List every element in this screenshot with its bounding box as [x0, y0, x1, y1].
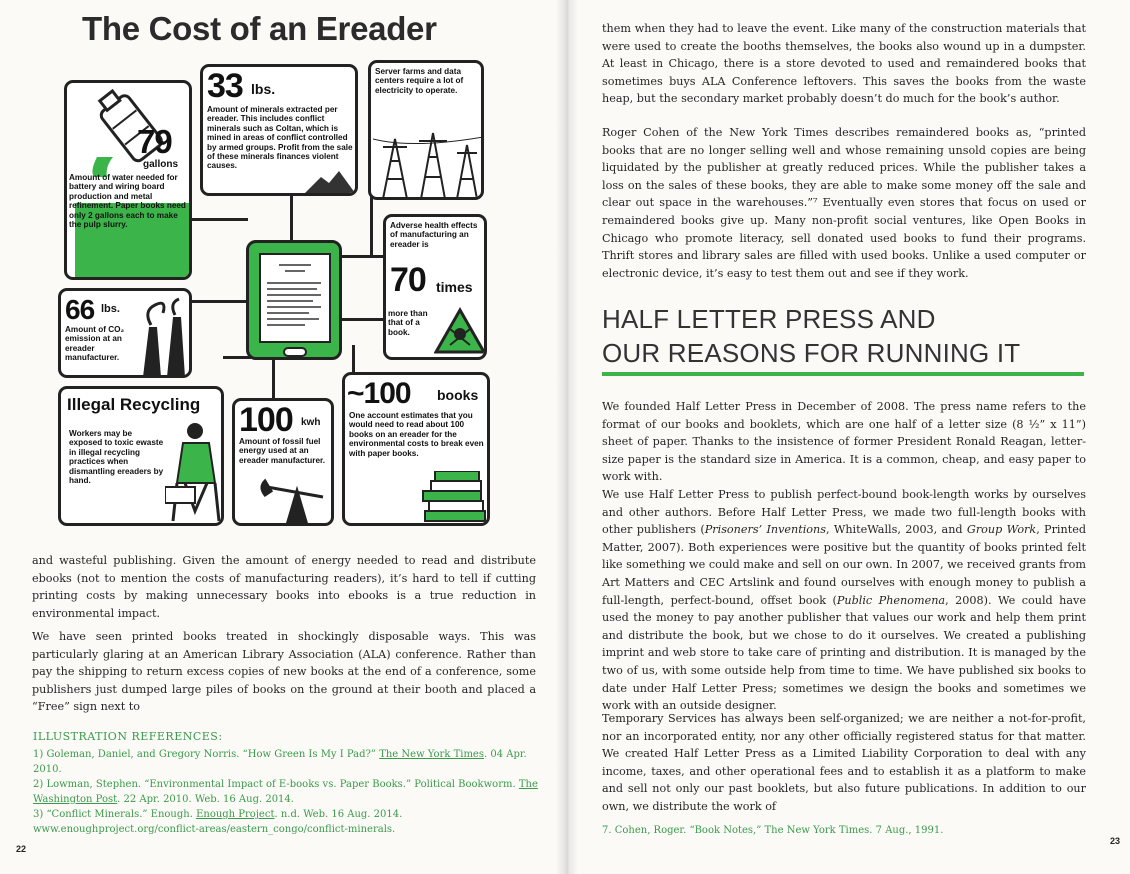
footnote: 7. Cohen, Roger. “Book Notes,” The New York Times. 7 Aug., 1991.	[602, 825, 944, 836]
smokestack-icon	[133, 297, 192, 378]
co2-number: 66	[65, 294, 95, 325]
right-page	[566, 0, 1130, 874]
book-gutter	[556, 0, 578, 874]
reference-2	[33, 778, 543, 807]
ereader-text-lines	[261, 255, 329, 341]
wire	[272, 360, 275, 402]
right-paragraph-5: Temporary Services has always been self-organized; we are neither a not-for-profit, nor an incorporated entity, nor any other officially registered status for that matter. We created Half Letter Press as a Limited Liability Corporation to deal with any income, taxes, and other operational fees and to establish it as a platform to make and sell not only our past booklets, but also future publications. In addition to our own, we distribute the work of	[602, 712, 1086, 813]
infographic-title: The Cost of an Ereader	[82, 10, 437, 47]
reference-3-text: 3) “Conflict Minerals.” Enough.	[33, 809, 197, 820]
books-number: ~100	[347, 377, 411, 410]
wire	[340, 255, 388, 258]
energy-unit: kwh	[301, 417, 321, 428]
servers-text: Server farms and data centers require a lot of electricity to operate.	[375, 67, 464, 95]
minerals-panel	[200, 64, 358, 196]
ereader-screen	[259, 253, 331, 343]
right-paragraph-2: Roger Cohen of the New York Times describes remaindered books as, “printed books that are no longer selling well and whose remaining unsold copies are being liquidated by the publisher at greatly reduced prices. While the publisher takes a loss on the sales of these books, they are able to make some money off the sale and clear out space in the warehouses.”⁷ Eventually even stores that focus on used or remaindered books give up. Many non-profit social ventures, like Open Books in Chicago who promote literacy, sell donated used books to fund their programs. Thrift stores and library sales are filled with used books. Unlike a used computer or electronic device, it’s easy to test them out and see if they work.	[602, 126, 1086, 280]
section-heading-line-1: HALF LETTER PRESS AND	[602, 304, 936, 334]
para4-title-public-phenomena: Public Phenomena	[836, 593, 946, 607]
health-number: 70	[390, 261, 426, 299]
reference-1-date: . 04 Apr. 2010.	[33, 749, 527, 775]
energy-number: 100	[239, 401, 293, 439]
reference-3	[33, 808, 543, 837]
oil-pump-icon	[257, 473, 334, 526]
energy-panel	[232, 398, 334, 526]
para4-text-e: , Printed Matter, 2007). Both experiences were positive but the quantity of books printed felt like something we could make and sell on our own. In 2007, we received grants from Art Matters and CEC Artslink and found ourselves with enough money to publish a full-length, perfect-bound, offset book (	[602, 523, 1086, 607]
para4-text-g: , 2008). We could have used the money to pay another publisher that values our work and help them print and distribute the book, but we chose to do it ourselves. We created a publishing imprint and web store to take care of printing and distribution. It is managed by the two of us, with some outside help from time to time. We have published six books to date under Half Letter Press; sometimes we design the books and sometimes we work with an outside designer.	[602, 593, 1086, 713]
wire	[223, 356, 251, 359]
mineral-pile-icon	[303, 167, 357, 195]
co2-text: Amount of CO₂ emission at an ereader manufacturer.	[65, 325, 125, 363]
ereader-illustration	[246, 240, 342, 360]
reference-3-date: . n.d. Web. 16 Aug. 2014.	[274, 809, 403, 820]
minerals-number: 33	[207, 67, 243, 105]
section-heading-line-2: OUR REASONS FOR RUNNING IT	[602, 338, 1021, 368]
reference-3-url: www.enoughproject.org/conflict-areas/eastern_congo/conflict-minerals.	[33, 823, 396, 835]
wire	[188, 218, 248, 221]
health-panel	[383, 214, 487, 360]
books-unit: books	[437, 387, 479, 403]
right-paragraph-4	[602, 486, 1086, 715]
minerals-unit: lbs.	[251, 81, 276, 97]
para4-text-a: We use Half Letter Press to publish perfect-bound book-length works by ourselves and other authors. Before Half Letter Press, we made two full-length books with other publishers (	[602, 488, 1086, 537]
page-number-left: 22	[16, 844, 27, 854]
reference-1	[33, 748, 543, 777]
recycling-panel	[58, 386, 224, 526]
reference-2-text: 2) Lowman, Stephen. “Environmental Impact of E-books vs. Paper Books.” Political Bookworm.	[33, 779, 519, 790]
para4-text-c: , WhiteWalls, 2003, and	[825, 523, 967, 537]
right-paragraph-3: We founded Half Letter Press in December of 2008. The press name refers to the format of our books and booklets, which are one half of a letter size (8 ½” x 11”) sheet of paper. Thanks to the insistence of former President Ronald Reagan, letter-size paper is the standard size in America. It is a common, cheap, and easy paper to work with.	[602, 400, 1086, 484]
books-text-a: One account estimates that you would need to read about 100 books on an ereader for the environmental costs to break even with paper books.	[349, 411, 484, 458]
left-paragraph-2: We have seen printed books treated in shockingly disposable ways. This was particularly glaring at an American Library Association (ALA) conference. Rather than pay the shipping to return excess copies of new books at the end of a conference, some publishers just dumped large piles of books on the ground at their booth and placed a “Free” sign next to	[32, 630, 536, 714]
wire	[370, 190, 373, 258]
page-number-right: 23	[1110, 836, 1121, 846]
left-paragraph-1: and wasteful publishing. Given the amount of energy needed to read and distribute ebooks (not to mention the costs of manufacturing readers), it’s hard to tell if cutting printing costs by making unnecessary books into ebooks is a true reduction in environmental impact.	[32, 554, 536, 620]
water-unit: gallons	[143, 159, 179, 170]
book-stack-icon	[421, 471, 489, 525]
reference-3-source: Enough Project	[196, 809, 275, 820]
co2-panel	[58, 288, 192, 378]
worker-icon	[165, 417, 224, 526]
recycling-title: Illegal Recycling	[67, 395, 201, 414]
ereader-button	[283, 347, 307, 357]
para4-title-group-work: Group Work	[966, 523, 1037, 537]
reference-1-source: The New York Times	[379, 749, 484, 760]
health-unit: times	[436, 279, 473, 295]
reference-2-source: The Washington Post	[33, 779, 538, 805]
right-paragraph-1: them when they had to leave the event. Like many of the construction materials that were used to create the booths themselves, the books also wound up in a dumpster. At least in Chicago, there is a store devoted to used and remaindered books that sometimes buys ALA Conference leftovers. This saves the books from the waste heap, but the secondary market probably doesn’t do much for the book’s author.	[602, 22, 1086, 106]
co2-unit: lbs.	[101, 303, 120, 315]
energy-text: Amount of fossil fuel energy used at an ereader manufacturer.	[239, 437, 326, 465]
heading-rule	[602, 372, 1084, 376]
minerals-text: Amount of minerals extracted per ereader. This includes conflict minerals such as Coltan, which is mined in areas of conflict controlled by armed groups. Profit from the sale of these minerals finances violent causes.	[207, 105, 353, 171]
references-heading: ILLUSTRATION REFERENCES:	[33, 730, 223, 743]
water-number: 79	[137, 123, 172, 160]
books-panel	[342, 372, 490, 526]
reference-2-date: . 22 Apr. 2010. Web. 16 Aug. 2014.	[117, 793, 294, 805]
water-panel	[64, 80, 192, 280]
recycling-text: Workers may be exposed to toxic ewaste in illegal recycling practices when dismantling ereaders by hand.	[69, 429, 164, 486]
health-text-bottom: more than that of a book.	[388, 309, 428, 337]
power-tower-icon	[373, 119, 483, 200]
servers-panel	[368, 60, 484, 200]
para4-title-prisoners: Prisoners’ Inventions	[704, 523, 826, 537]
water-text: Amount of water needed for battery and wiring board production and metal refinement. Paper books need only 2 gallons each to make the pulp slurry.	[69, 173, 186, 230]
wire	[340, 318, 383, 321]
reference-1-text: 1) Goleman, Daniel, and Gregory Norris. “How Green Is My I Pad?”	[33, 749, 380, 760]
health-text-top: Adverse health effects of manufacturing an ereader is	[390, 221, 478, 249]
hazard-icon	[434, 307, 486, 355]
